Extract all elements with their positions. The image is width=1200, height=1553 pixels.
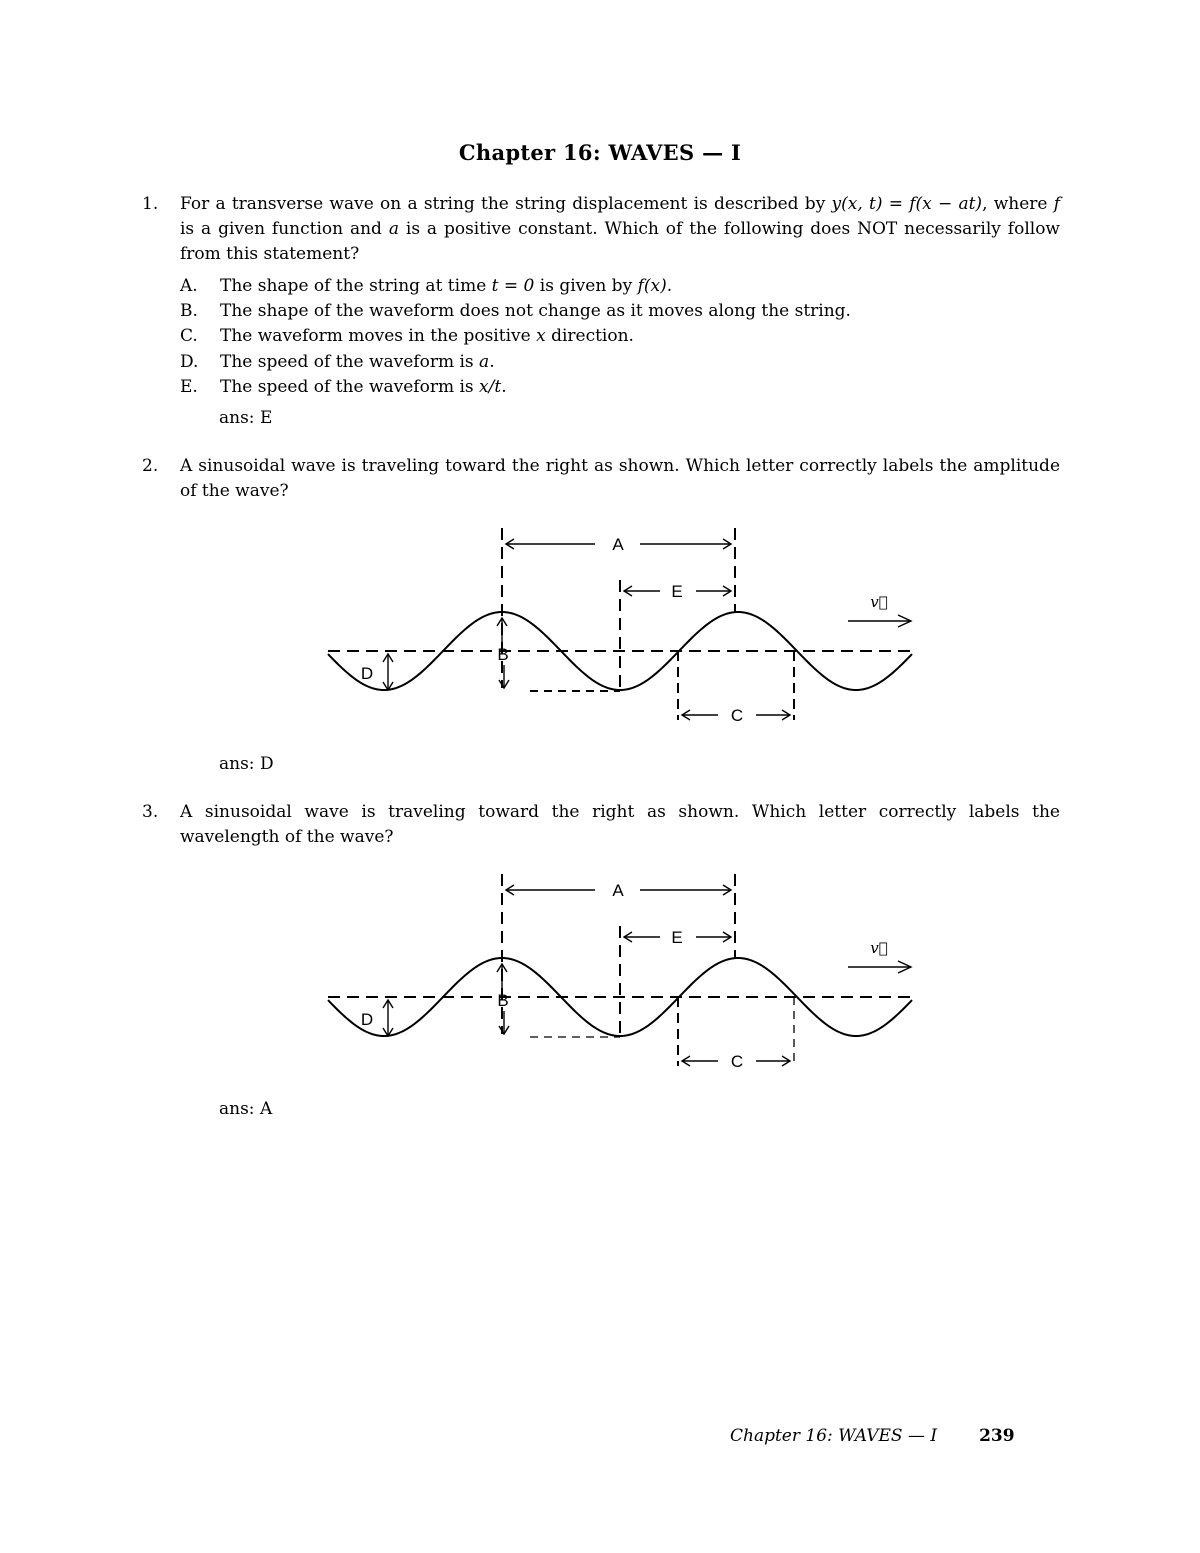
option-text: The shape of the string at time: [220, 276, 492, 296]
option-text: is given by: [534, 276, 638, 296]
q1-text-part: is a positive constant. Which of the following does NOT necessarily follow from this statement?: [180, 219, 1060, 264]
option-letter: E.: [180, 377, 198, 397]
page-title: Chapter 16: WAVES — I: [458, 140, 742, 165]
option-math: x: [536, 326, 546, 346]
label-b: B: [497, 645, 509, 664]
question-1-option-b: [180, 299, 851, 324]
question-1-option-e: [180, 375, 507, 400]
page-footer: [730, 1426, 1015, 1446]
option-math: a: [479, 352, 490, 372]
option-letter: D.: [180, 352, 199, 372]
option-math: t = 0: [491, 276, 535, 296]
label-c: C: [730, 706, 744, 725]
question-2-text: A sinusoidal wave is traveling toward the right as shown. Which letter correctly labels the amplitude of the wave?: [180, 456, 1060, 501]
option-text: The waveform moves in the positive: [220, 326, 537, 346]
question-1-option-d: [180, 350, 495, 375]
question-3-answer: ans: A: [219, 1099, 273, 1119]
label-e: E: [671, 928, 683, 947]
question-2-number: 2.: [142, 456, 159, 476]
option-math: x/t: [479, 377, 502, 397]
label-d: D: [360, 1010, 374, 1029]
question-2-answer: ans: D: [219, 754, 274, 774]
question-1-answer: ans: E: [219, 408, 273, 428]
label-c: C: [730, 1052, 744, 1071]
label-a: A: [612, 881, 624, 900]
option-text: The shape of the waveform does not change as it moves along the string.: [220, 301, 851, 321]
label-d: D: [360, 664, 374, 683]
option-letter: A.: [180, 276, 198, 296]
option-text: direction.: [545, 326, 634, 346]
footer-chapter: Chapter 16: WAVES — I: [730, 1426, 938, 1446]
question-1-option-c: [180, 324, 634, 349]
option-text: The speed of the waveform is: [220, 352, 480, 372]
q1-text-part: , where: [982, 194, 1054, 214]
velocity-label: v⃗: [870, 939, 888, 957]
option-letter: B.: [180, 301, 198, 321]
option-letter: C.: [180, 326, 198, 346]
wave-diagram-svg: [320, 520, 920, 735]
q1-text-part: For a transverse wave on a string the string displacement is described by: [180, 194, 832, 214]
label-b: B: [497, 991, 509, 1010]
q1-math-f: f: [1053, 194, 1060, 214]
page-number: 239: [979, 1426, 1015, 1446]
q1-math-wave-eq: y(x, t) = f(x − at): [831, 194, 983, 214]
label-a: A: [612, 535, 624, 554]
velocity-label: v⃗: [870, 593, 888, 611]
option-text: .: [489, 352, 495, 372]
option-text: .: [666, 276, 673, 296]
label-e: E: [671, 582, 683, 601]
wave-diagram-q2: [320, 520, 920, 735]
option-text: The speed of the waveform is: [220, 377, 480, 397]
question-1-option-a: [180, 274, 672, 299]
question-1-number: 1.: [142, 194, 159, 214]
q1-math-a: a: [388, 219, 399, 239]
question-1-text: [180, 192, 1060, 267]
wave-diagram-q3: [320, 866, 920, 1081]
question-3-text: A sinusoidal wave is traveling toward the right as shown. Which letter correctly labels the wavelength of the wave?: [180, 802, 1060, 847]
option-text: .: [501, 377, 507, 397]
wave-diagram-svg: [320, 866, 920, 1081]
q1-text-part: is a given function and: [180, 219, 389, 239]
question-3-number: 3.: [142, 802, 159, 822]
option-math: f(x): [637, 276, 667, 296]
